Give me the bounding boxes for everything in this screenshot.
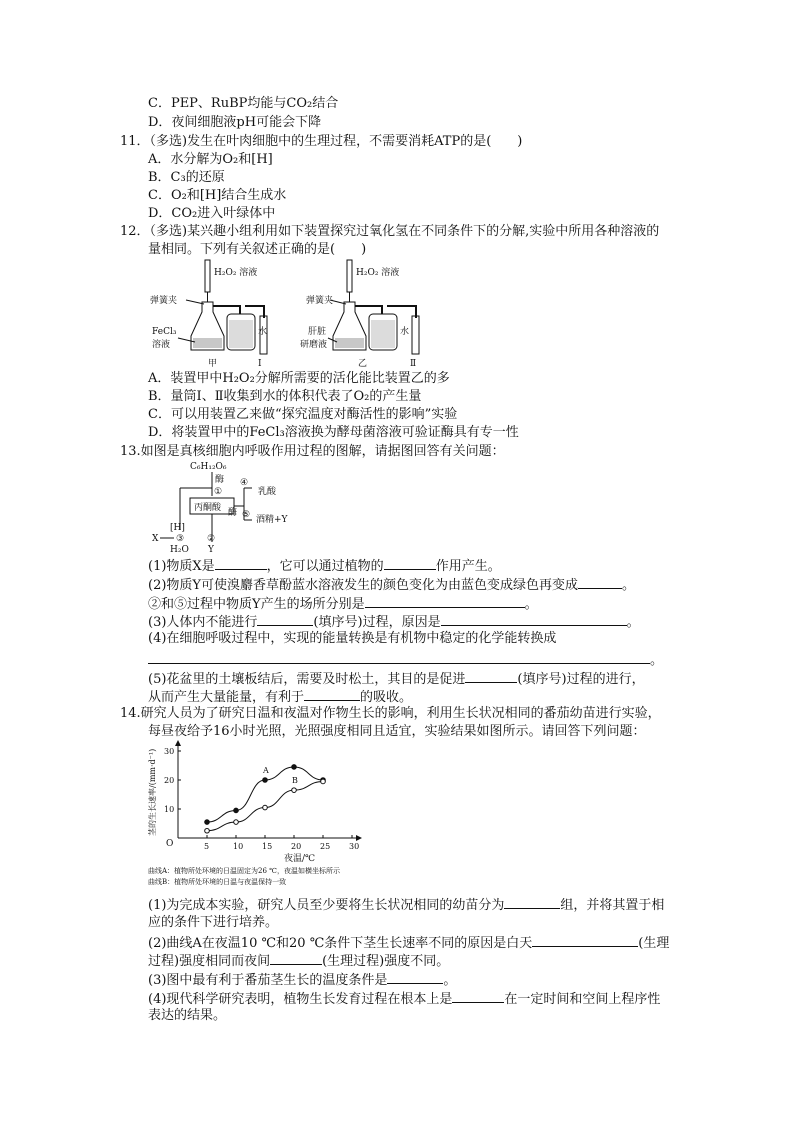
q14-p1-text-a: (1)为完成本实验，研究人员至少要将生长状况相同的幼苗分为 xyxy=(148,898,505,913)
x-tick-label: 15 xyxy=(262,842,273,851)
chart-note-a: 曲线A：植物所处环境的日温固定为26 ℃，夜温如横坐标所示 xyxy=(148,867,341,875)
q11-option-d: D．CO₂进入叶绿体中 xyxy=(148,206,276,221)
q14-blank-day-process[interactable] xyxy=(532,933,638,947)
step-4-label: ④ xyxy=(240,478,249,488)
h-label: [H] xyxy=(170,523,185,533)
chart-axes xyxy=(148,740,362,886)
data-point-b xyxy=(234,820,239,825)
step-1-label: ① xyxy=(214,487,223,497)
q14-blank-groups[interactable] xyxy=(504,895,560,909)
liver-label-1: 肝脏 xyxy=(308,327,327,337)
data-point-a xyxy=(263,778,268,783)
q10-option-c: C．PEP、RuBP均能与CO₂结合 xyxy=(148,96,339,111)
data-point-b xyxy=(205,828,210,833)
q13-p3-text-c: 。 xyxy=(626,615,640,630)
water-out-label: H₂O xyxy=(170,545,189,554)
y-axis-arrow xyxy=(175,740,181,746)
q13-blank-x[interactable] xyxy=(215,556,267,570)
series-line-a xyxy=(207,767,323,822)
q13-p2-text-a: (2)物质Y可使溴麝香草酚蓝水溶液发生的颜色变化为由蓝色变成绿色再变成 xyxy=(148,578,578,593)
data-point-a xyxy=(234,808,239,813)
q11-option-a: A．水分解为O₂和[H] xyxy=(148,152,273,167)
q11-stem: 11．（多选)发生在叶肉细胞中的生理过程，不需要消耗ATP的是( ) xyxy=(120,134,523,149)
q13-p4-text-b: 。 xyxy=(650,653,664,668)
yi-label: 乙 xyxy=(358,359,368,369)
y-tick-label: 30 xyxy=(164,747,175,756)
apparatus-yi xyxy=(300,260,419,369)
chart-ticks xyxy=(164,747,359,851)
q14-growth-rate-chart xyxy=(148,740,418,886)
fecl3-label-1: FeCl₃ xyxy=(152,327,177,337)
q13-p1-text-a: (1)物质X是 xyxy=(148,559,215,574)
q12-option-a: A．装置甲中H₂O₂分解所需要的活化能比装置乙的多 xyxy=(148,371,450,386)
q13-blank-step[interactable] xyxy=(257,612,313,626)
q13-blank-process-step[interactable] xyxy=(465,669,517,683)
x-axis-arrow xyxy=(356,835,362,841)
q14-part-3 xyxy=(148,970,456,990)
q13-part-3 xyxy=(148,612,640,632)
q13-p2-text-c: ②和⑤过程中物质Y产生的场所分别是 xyxy=(148,597,365,612)
data-point-b xyxy=(321,779,326,784)
chart-note-b: 曲线B：植物所处环境的日温与夜温保持一致 xyxy=(148,878,287,886)
q13-blank-energy[interactable] xyxy=(148,650,650,664)
q13-stem: 13.如图是真核细胞内呼吸作用过程的图解，请据图回答有关问题： xyxy=(120,444,505,459)
q14-part-2 xyxy=(148,933,669,953)
alcohol-y-label: 酒精+Y xyxy=(256,515,288,525)
q13-p3-text-a: (3)人体内不能进行 xyxy=(148,615,258,630)
q13-p5-text-c: 从而产生大量能量，有利于 xyxy=(148,690,305,705)
q13-p5-text-d: 的吸收。 xyxy=(360,690,413,705)
q12-option-d: D．将装置甲中的FeCl₃溶液换为酵母菌溶液可验证酶具有专一性 xyxy=(148,425,519,440)
glucose-label: C₆H₁₂O₆ xyxy=(190,462,227,472)
fecl3-label-2: 溶液 xyxy=(152,340,171,350)
apparatus-jia xyxy=(150,260,267,369)
enzyme-mid-label: 酶 xyxy=(228,508,238,518)
h2o2-label-jia: H₂O₂ 溶液 xyxy=(214,268,258,278)
q13-p3-text-b: (填序号)过程，原因是 xyxy=(313,615,441,630)
liver-label-2: 研磨液 xyxy=(300,340,328,350)
step-2-label: ② xyxy=(207,534,216,544)
q13-respiration-diagram xyxy=(150,458,310,554)
q13-part-1 xyxy=(148,556,501,576)
q13-blank-process[interactable] xyxy=(384,556,436,570)
q13-blank-color[interactable] xyxy=(578,575,622,589)
q14-blank-temperature[interactable] xyxy=(387,970,443,984)
x-label: X xyxy=(152,534,159,544)
q14-part-4-cont: 表达的结果。 xyxy=(148,1008,227,1023)
q13-part-2 xyxy=(148,575,635,595)
water-label-yi: 水 xyxy=(400,327,410,337)
q13-part-5-cont xyxy=(148,687,412,707)
series-label-a: A xyxy=(263,766,269,775)
y-tick-label: 20 xyxy=(164,776,175,785)
q13-blank-absorption[interactable] xyxy=(304,687,360,701)
x-tick-label: 25 xyxy=(320,842,331,851)
q13-p1-text-b: ，它可以通过植物的 xyxy=(266,559,384,574)
q13-p5-text-b: (填序号)过程的进行， xyxy=(517,672,645,687)
tube-1-label: Ⅰ xyxy=(258,359,262,369)
q14-part-1 xyxy=(148,895,664,915)
q14-part-2-cont xyxy=(148,951,449,971)
q13-p2-text-b: 。 xyxy=(622,578,636,593)
data-point-a xyxy=(292,765,297,770)
q14-blank-night-process[interactable] xyxy=(270,951,322,965)
pyruvate-label: 丙酮酸 xyxy=(194,503,222,513)
q14-blank-gene[interactable] xyxy=(452,989,504,1003)
q13-p2-text-d: 。 xyxy=(524,597,538,612)
data-point-b xyxy=(263,805,268,810)
q14-p3-text-b: 。 xyxy=(443,973,457,988)
q14-p4-text-b: 在一定时间和空间上程序性 xyxy=(504,992,661,1007)
clamp-label-jia: 弹簧夹 xyxy=(150,296,178,306)
lactic-acid-label: 乳酸 xyxy=(258,487,277,497)
q14-p4-text-a: (4)现代科学研究表明，植物生长发育过程在根本上是 xyxy=(148,992,453,1007)
q12-option-c: C．可以用装置乙来做“探究温度对酶活性的影响”实验 xyxy=(148,407,458,422)
series-label-b: B xyxy=(292,776,298,786)
water-label-jia: 水 xyxy=(258,327,268,337)
clamp-label-yi: 弹簧夹 xyxy=(306,296,334,306)
q11-option-b: B．C₃的还原 xyxy=(148,170,225,185)
q13-blank-location[interactable] xyxy=(365,594,525,608)
step-3-label: ③ xyxy=(176,534,185,544)
y-axis-title: 茎的生长速率/(mm·d⁻¹) xyxy=(148,748,157,836)
step-5-label: ⑤ xyxy=(242,510,251,520)
q13-part-2-cont xyxy=(148,594,538,614)
q12-option-b: B．量筒Ⅰ、Ⅱ收集到水的体积代表了O₂的产生量 xyxy=(148,389,422,404)
q10-option-d: D．夜间细胞液pH可能会下降 xyxy=(148,115,322,130)
q14-p2-text-a: (2)曲线A在夜温10 ℃和20 ℃条件下茎生长速率不同的原因是白天 xyxy=(148,936,533,951)
q12-stem-line1: 12．（多选)某兴趣小组利用如下装置探究过氧化氢在不同条件下的分解,实验中所用各种溶液的 xyxy=(120,224,660,239)
y-tick-label: 10 xyxy=(164,805,175,814)
tube-2-label: Ⅱ xyxy=(410,359,417,369)
origin-label: O xyxy=(166,839,174,849)
x-tick-label: 5 xyxy=(204,842,210,851)
q14-p3-text-a: (3)图中最有利于番茄茎生长的温度条件是 xyxy=(148,973,388,988)
q12-stem-line2: 量相同。下列有关叙述正确的是( ) xyxy=(148,242,367,257)
q14-p1-text-b: 组，并将其置于相 xyxy=(560,898,665,913)
q12-apparatus-figure xyxy=(150,258,440,370)
x-axis-title: 夜温/℃ xyxy=(284,854,316,864)
q14-part-4 xyxy=(148,989,660,1009)
q13-p1-text-c: 作用产生。 xyxy=(435,559,501,574)
q11-option-c: C．O₂和[H]结合生成水 xyxy=(148,188,287,203)
jia-label: 甲 xyxy=(208,359,218,369)
q14-p2-text-d: (生理过程)强度不同。 xyxy=(322,954,450,969)
q14-p2-text-c: 过程)强度相同而夜间 xyxy=(148,954,271,969)
q13-part-4: (4)在细胞呼吸过程中，实现的能量转换是有机物中稳定的化学能转换成 xyxy=(148,631,557,646)
h2o2-label-yi: H₂O₂ 溶液 xyxy=(356,268,400,278)
data-point-b xyxy=(292,788,297,793)
q14-stem-line2: 每昼夜给予16小时光照，光照强度相同且适宜，实验结果如图所示。请回答下列问题： xyxy=(148,724,646,739)
q13-part-5 xyxy=(148,669,645,689)
q14-p2-text-b: (生理 xyxy=(638,936,670,951)
q14-part-1-cont: 应的条件下进行培养。 xyxy=(148,915,279,930)
q13-part-4-cont xyxy=(148,650,663,670)
x-tick-label: 20 xyxy=(291,842,302,851)
q14-stem-line1: 14.研究人员为了研究日温和夜温对作物生长的影响，利用生长状况相同的番茄幼苗进行实验， xyxy=(120,706,661,721)
q13-p5-text-a: (5)花盆里的土壤板结后，需要及时松土，其目的是促进 xyxy=(148,672,466,687)
y-label: Y xyxy=(208,545,214,554)
x-tick-label: 30 xyxy=(349,842,360,851)
enzyme-top-label: 酶 xyxy=(215,475,225,485)
q13-blank-reason[interactable] xyxy=(441,612,627,626)
data-point-a xyxy=(205,820,210,825)
chart-series xyxy=(205,765,326,833)
x-tick-label: 10 xyxy=(233,842,244,851)
